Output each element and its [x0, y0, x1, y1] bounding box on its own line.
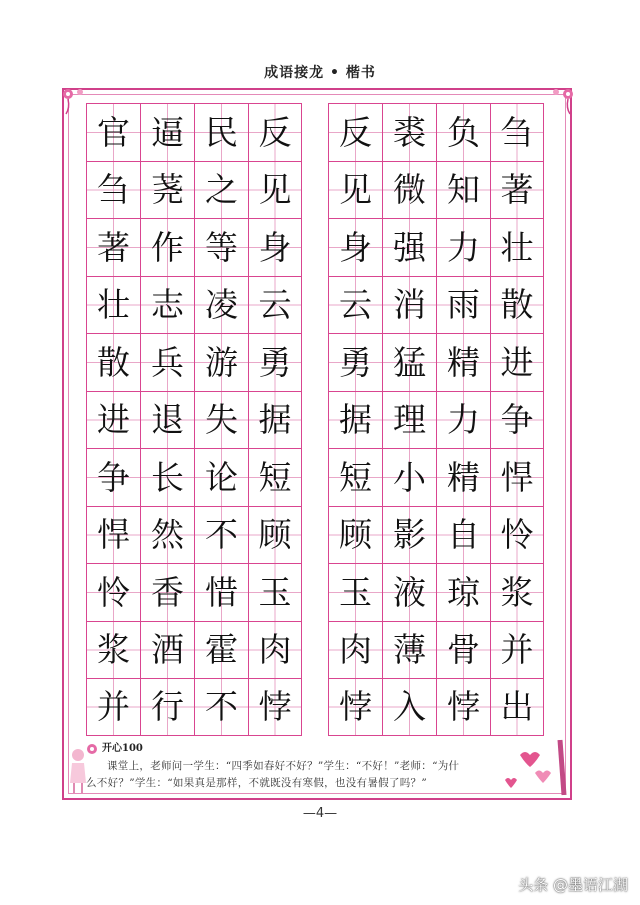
- grid-cell: [140, 276, 194, 334]
- grid-cell: [328, 563, 382, 621]
- page-title: 成语接龙 • 楷书: [264, 65, 376, 81]
- character: 悍: [97, 515, 130, 555]
- character: 荛: [151, 170, 184, 210]
- grid-cell: [436, 391, 490, 449]
- grid-cell: [382, 218, 436, 276]
- grid-cell: [140, 506, 194, 564]
- page-number: —4—: [302, 806, 338, 821]
- joke-line-2: 么不好？”学生：“如果真是那样，不就既没有寒假，也没有暑假了吗？”: [86, 777, 428, 789]
- character: 民: [205, 112, 238, 152]
- grid-cell: [490, 448, 544, 506]
- character: 云: [339, 285, 372, 325]
- character: 散: [500, 285, 534, 325]
- grid-cell: [382, 448, 436, 506]
- character: 著: [97, 227, 130, 267]
- column-gap: [302, 276, 328, 334]
- grid-cell: [140, 621, 194, 679]
- character: 裘: [393, 112, 426, 152]
- grid-cell: [248, 506, 302, 564]
- grid-cell: [382, 506, 436, 564]
- character: 官: [97, 112, 130, 152]
- character: 据: [339, 400, 372, 440]
- grid-cell: [328, 678, 382, 736]
- grid-cell: [490, 391, 544, 449]
- character: 刍: [500, 112, 534, 152]
- character: 论: [205, 457, 238, 497]
- character: 骨: [447, 630, 480, 670]
- character: 霍: [205, 630, 238, 670]
- grid-cell: [436, 161, 490, 219]
- grid-cell: [248, 218, 302, 276]
- corner-flower-icon: [542, 86, 576, 116]
- column-gap: [302, 218, 328, 276]
- character: 自: [447, 515, 480, 555]
- character: 失: [205, 400, 238, 440]
- grid-cell: [194, 276, 248, 334]
- grid-cell: [86, 678, 140, 736]
- grid-cell: [490, 563, 544, 621]
- grid-cell: [248, 391, 302, 449]
- grid-cell: [248, 621, 302, 679]
- grid-cell: [140, 678, 194, 736]
- grid-cell: [436, 333, 490, 391]
- grid-cell: [382, 678, 436, 736]
- grid-cell: [248, 276, 302, 334]
- grid-cell: [328, 103, 382, 161]
- grid-cell: [436, 563, 490, 621]
- grid-cell: [194, 218, 248, 276]
- grid-cell: [436, 621, 490, 679]
- character: 之: [205, 170, 238, 210]
- character: 著: [500, 170, 534, 210]
- grid-cell: [194, 103, 248, 161]
- grid-cell: [436, 448, 490, 506]
- character: 雨: [447, 285, 480, 325]
- grid-cell: [328, 391, 382, 449]
- character: 出: [500, 687, 534, 727]
- character: 玉: [258, 572, 292, 612]
- character: 悖: [339, 687, 372, 727]
- grid-cell: [86, 218, 140, 276]
- character: 理: [393, 400, 426, 440]
- character: 短: [258, 457, 292, 497]
- grid-cell: [382, 103, 436, 161]
- grid-cell: [382, 333, 436, 391]
- flower-icon: [86, 743, 98, 755]
- grid-cell: [490, 621, 544, 679]
- grid-cell: [248, 161, 302, 219]
- character: 并: [500, 630, 534, 670]
- character: 影: [393, 515, 426, 555]
- column-gap: [302, 103, 328, 161]
- character: 消: [393, 285, 426, 325]
- character: 肉: [258, 630, 292, 670]
- character: 凌: [205, 285, 238, 325]
- joke-section: [86, 740, 556, 792]
- character: 知: [447, 170, 480, 210]
- character: 退: [151, 400, 184, 440]
- grid-cell: [194, 391, 248, 449]
- grid-cell: [140, 161, 194, 219]
- grid-cell: [86, 448, 140, 506]
- grid-cell: [248, 678, 302, 736]
- grid-cell: [140, 563, 194, 621]
- grid-cell: [490, 218, 544, 276]
- grid-cell: [436, 218, 490, 276]
- grid-cell: [328, 506, 382, 564]
- grid-cell: [140, 391, 194, 449]
- character: 小: [393, 457, 426, 497]
- watermark: 头条 @墨语江湖: [518, 876, 628, 894]
- character: 怜: [97, 572, 130, 612]
- character: 浆: [97, 630, 130, 670]
- grid-cell: [382, 563, 436, 621]
- grid-cell: [436, 103, 490, 161]
- character: 薄: [393, 630, 426, 670]
- character: 悍: [500, 457, 534, 497]
- grid-cell: [194, 161, 248, 219]
- character: 不: [205, 515, 238, 555]
- character: 进: [97, 400, 130, 440]
- grid-cell: [328, 276, 382, 334]
- grid-cell: [490, 276, 544, 334]
- character: 力: [447, 227, 480, 267]
- grid-cell: [490, 678, 544, 736]
- column-gap: [302, 506, 328, 564]
- character: 反: [339, 112, 372, 152]
- grid-cell: [194, 448, 248, 506]
- character: 液: [393, 572, 426, 612]
- grid-cell: [194, 333, 248, 391]
- character: 散: [97, 342, 130, 382]
- character: 猛: [393, 342, 426, 382]
- character: 壮: [500, 227, 534, 267]
- joke-line-1: 课堂上，老师问一学生：“四季如春好不好？”学生：“不好！”老师：“为什: [107, 760, 460, 772]
- character: 琼: [447, 572, 480, 612]
- character: 壮: [97, 285, 130, 325]
- grid-cell: [328, 161, 382, 219]
- grid-cell: [194, 506, 248, 564]
- joke-heading: [86, 740, 556, 757]
- character: 短: [339, 457, 372, 497]
- character: 据: [258, 400, 292, 440]
- grid-cell: [382, 621, 436, 679]
- column-gap: [302, 333, 328, 391]
- character: 身: [258, 227, 292, 267]
- character: 惜: [205, 572, 238, 612]
- character: 等: [205, 227, 238, 267]
- grid-cell: [436, 506, 490, 564]
- grid-cell: [194, 678, 248, 736]
- character: 入: [393, 687, 426, 727]
- grid-cell: [490, 161, 544, 219]
- character: 微: [393, 170, 426, 210]
- character: 行: [151, 687, 184, 727]
- grid-cell: [86, 563, 140, 621]
- character: 玉: [339, 572, 372, 612]
- grid-cell: [86, 621, 140, 679]
- grid-cell: [140, 218, 194, 276]
- grid-cell: [86, 391, 140, 449]
- character: 争: [500, 400, 534, 440]
- grid-cell: [194, 621, 248, 679]
- grid-cell: [140, 103, 194, 161]
- character: 云: [258, 285, 292, 325]
- grid-cell: [436, 678, 490, 736]
- character: 精: [447, 342, 480, 382]
- grid-cell: [86, 333, 140, 391]
- column-gap: [302, 161, 328, 219]
- joke-heading-text: 开心100: [102, 743, 143, 754]
- grid-cell: [436, 276, 490, 334]
- character: 见: [339, 170, 372, 210]
- grid-cell: [328, 621, 382, 679]
- character: 顾: [258, 515, 292, 555]
- grid-cell: [86, 276, 140, 334]
- character: 争: [97, 457, 130, 497]
- grid-cell: [328, 333, 382, 391]
- character: 刍: [97, 170, 130, 210]
- grid-cell: [490, 333, 544, 391]
- character: 长: [151, 457, 184, 497]
- practice-grid: [86, 103, 544, 736]
- character: 顾: [339, 515, 372, 555]
- character: 进: [500, 342, 534, 382]
- character: 反: [258, 112, 292, 152]
- character: 勇: [339, 342, 372, 382]
- column-gap: [302, 621, 328, 679]
- grid-cell: [248, 103, 302, 161]
- character: 身: [339, 227, 372, 267]
- grid-cell: [140, 333, 194, 391]
- grid-cell: [140, 448, 194, 506]
- character: 志: [151, 285, 184, 325]
- grid-cell: [490, 506, 544, 564]
- character: 悖: [258, 687, 292, 727]
- character: 强: [393, 227, 426, 267]
- grid-cell: [248, 333, 302, 391]
- grid-cell: [248, 563, 302, 621]
- grid-cell: [194, 563, 248, 621]
- character: 精: [447, 457, 480, 497]
- grid-cell: [86, 506, 140, 564]
- grid-cell: [382, 276, 436, 334]
- character: 然: [151, 515, 184, 555]
- character: 酒: [151, 630, 184, 670]
- column-gap: [302, 448, 328, 506]
- character: 浆: [500, 572, 534, 612]
- grid-cell: [86, 103, 140, 161]
- character: 游: [205, 342, 238, 382]
- column-gap: [302, 391, 328, 449]
- character: 力: [447, 400, 480, 440]
- character: 作: [151, 227, 184, 267]
- grid-cell: [490, 103, 544, 161]
- character: 勇: [258, 342, 292, 382]
- character: 负: [447, 112, 480, 152]
- grid-cell: [382, 161, 436, 219]
- character: 怜: [500, 515, 534, 555]
- character: 香: [151, 572, 184, 612]
- grid-cell: [248, 448, 302, 506]
- character: 并: [97, 687, 130, 727]
- grid-cell: [86, 161, 140, 219]
- character: 不: [205, 687, 238, 727]
- grid-cell: [382, 391, 436, 449]
- grid-cell: [328, 448, 382, 506]
- character: 悖: [447, 687, 480, 727]
- column-gap: [302, 563, 328, 621]
- character: 见: [258, 170, 292, 210]
- character: 逼: [151, 112, 184, 152]
- column-gap: [302, 678, 328, 736]
- character: 兵: [151, 342, 184, 382]
- character: 肉: [339, 630, 372, 670]
- grid-cell: [328, 218, 382, 276]
